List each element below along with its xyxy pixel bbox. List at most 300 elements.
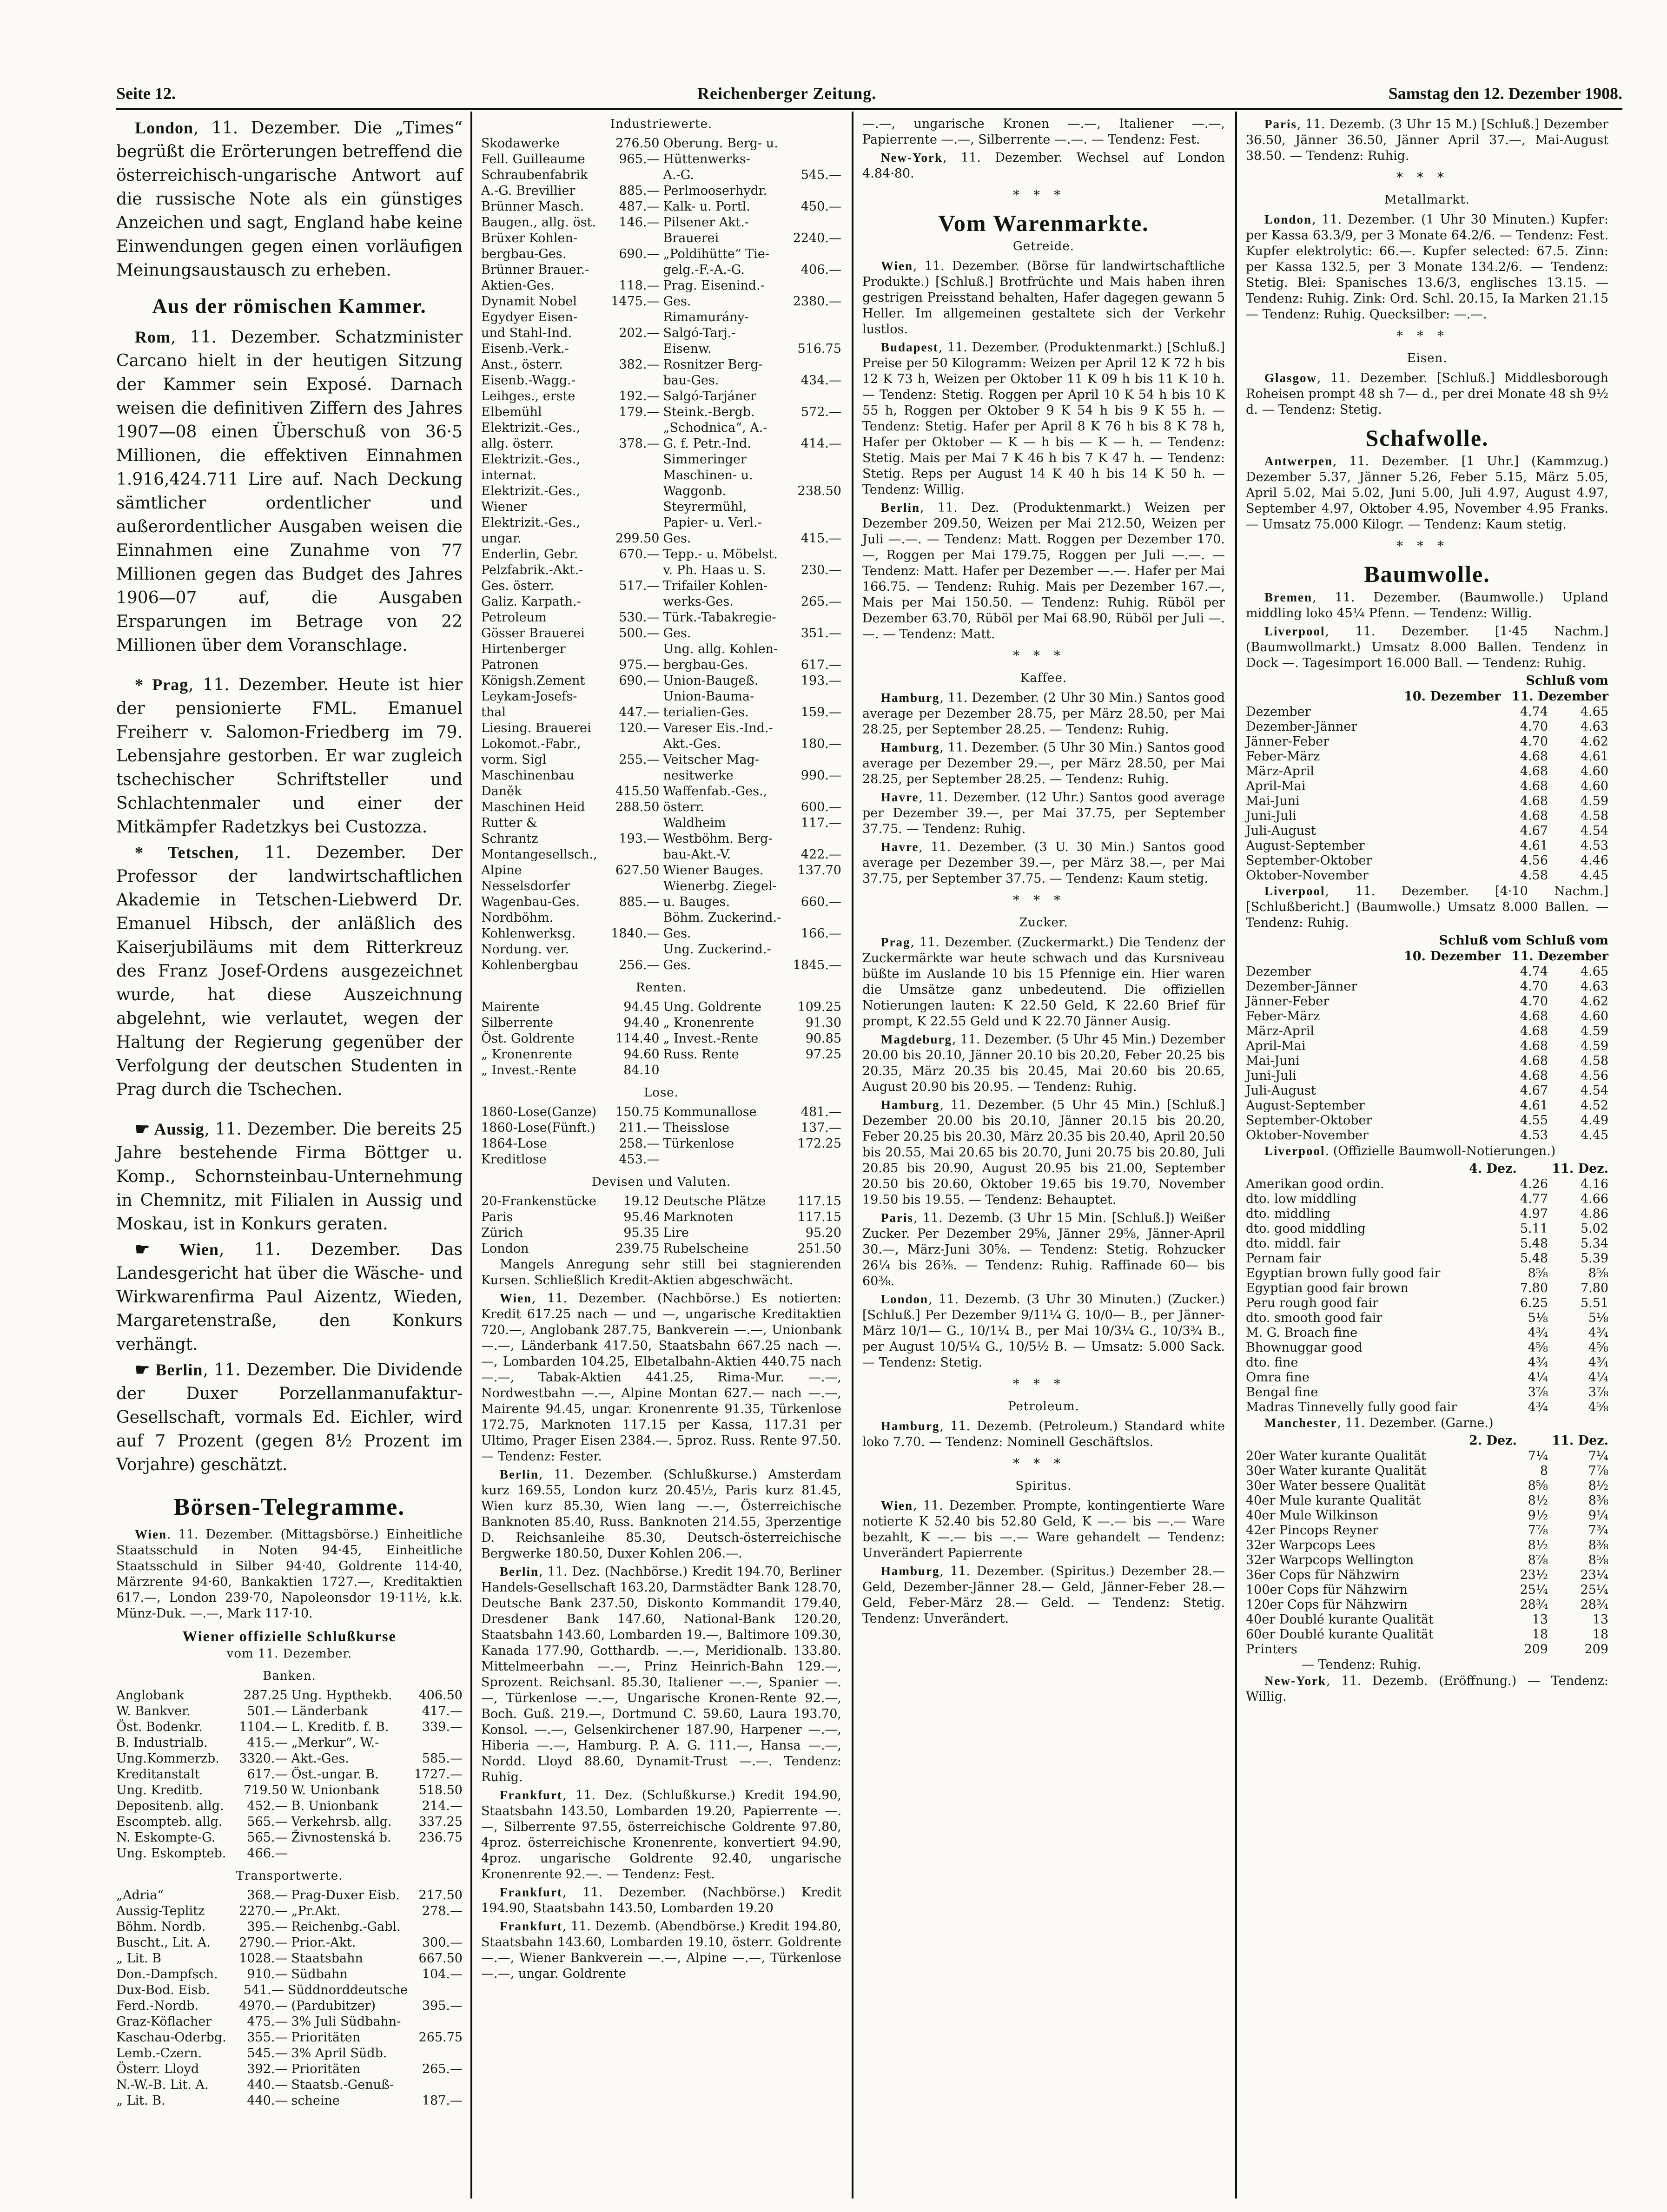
quote-value: 910.— — [247, 1967, 288, 1981]
quote-value: 4.54 — [1580, 824, 1608, 838]
quote-value: 4.68 — [1520, 809, 1548, 823]
quote-name: Veitscher Mag- — [663, 753, 759, 767]
quote-value: 4.53 — [1580, 839, 1608, 853]
quote-value: 278.— — [422, 1904, 463, 1918]
quote-name: Don.-Dampfsch. — [116, 1967, 218, 1981]
quote-value: 4.26 — [1520, 1177, 1548, 1191]
quote-name — [291, 1846, 408, 1862]
quote-value: 415.— — [800, 531, 841, 546]
quote-value: 487.— — [619, 199, 660, 214]
quote-value: 180.— — [800, 737, 841, 751]
quote-value: 230.— — [800, 563, 841, 577]
quote-value: 179.— — [619, 405, 660, 419]
quote-name: Ung. Goldrente — [663, 1000, 761, 1014]
quote-value: 4.61 — [1580, 749, 1608, 764]
divider-stars: *** — [1013, 187, 1074, 203]
quote-value: 965.— — [619, 152, 660, 166]
quote-row — [481, 1241, 841, 1257]
quote-value — [790, 831, 841, 847]
quote-value — [790, 278, 841, 294]
article-frankfurt-schlusskurse: Frankfurt, 11. Dez. (Schlußkurse.) Kredit 194.90, Staatsbahn 143.50, Lombarden 19.20, Papierrente —.—, Silberrente 97.55, österreichische Goldrente 97.80, 4proz. österreichische Kronenrente, konvertiert 94.90, 4proz. ungarische Goldrente 92.40, ungarische Kronenrente 92.—. — Tendenz: Fest. — [481, 1788, 841, 1882]
quote-name: vorm. Sigl — [481, 753, 547, 767]
quote-value: 475.— — [247, 2014, 288, 2029]
quote-name: Union-Baugeß. — [663, 674, 759, 688]
quote-value — [609, 167, 660, 183]
quote-name: Fell. Guilleaume — [481, 152, 585, 166]
article-berlin-schlusskurse: Berlin, 11. Dezember. (Schlußkurse.) Amsterdam kurz 169.55, London kurz 20.45½, Paris kurz 81.45, Wien kurz 85.30, Wien lang —.—, Österreichische Banknoten 85.40, Russ. Banknoten 214.55, 3perzentige D. Reichsanleihe 85.30, Deutsch-österreichische Bergwerke 180.50, Duxer Kohlen 206.—. — [481, 1467, 841, 1561]
quote-name: Prag. Eisenind.- — [663, 278, 765, 293]
quote-value: 8⅝ — [1528, 1266, 1548, 1281]
quote-name: Maschinenbau — [481, 768, 575, 783]
quote-value: 530.— — [619, 610, 660, 625]
quote-name: Enderlin, Gebr. — [481, 547, 578, 561]
quote-value: 4.60 — [1580, 764, 1608, 779]
quote-name: Simmeringer — [663, 452, 747, 467]
quote-name: Marknoten — [663, 1210, 734, 1224]
quote-value: 3⅞ — [1528, 1385, 1548, 1400]
quote-value: 255.— — [619, 753, 660, 767]
quote-name: Brüxer Kohlen- — [481, 231, 578, 245]
quote-row — [1246, 794, 1608, 809]
quote-value: 4.77 — [1520, 1192, 1548, 1206]
quote-value: 2270.— — [239, 1904, 288, 1918]
quote-value: 7¾ — [1588, 1523, 1608, 1538]
quote-name: 30er Water bessere Qualität — [1246, 1479, 1426, 1493]
quote-name: Ung. Kreditb. — [116, 1783, 203, 1797]
quote-name: Rosnitzer Berg- — [663, 357, 763, 372]
quote-row — [1246, 1236, 1608, 1251]
quote-name: Juli-August — [1246, 1083, 1316, 1098]
quote-row — [1246, 1583, 1608, 1598]
schluss-vom-label: Schluß vom — [1526, 674, 1608, 688]
quote-row — [1246, 868, 1608, 883]
quote-value: 192.— — [619, 389, 660, 403]
quote-value: 4.53 — [1520, 1128, 1548, 1142]
quote-name: Printers — [1246, 1642, 1297, 1657]
quote-value: 18 — [1592, 1627, 1608, 1642]
quote-value: 481.— — [800, 1105, 841, 1119]
quote-value — [609, 373, 660, 389]
quote-value: 466.— — [247, 1846, 288, 1861]
quote-value: 4.45 — [1580, 1128, 1608, 1142]
quote-row — [481, 499, 841, 515]
quote-value: 572.— — [800, 405, 841, 419]
quote-value: 4¾ — [1528, 1326, 1548, 1340]
quote-name: 60er Doublé kurante Qualität — [1246, 1627, 1434, 1642]
heading-boersen-telegramme: Börsen-Telegramme. — [173, 1494, 405, 1520]
quote-value: 1845.— — [793, 958, 841, 972]
quote-value: 617.— — [247, 1767, 288, 1782]
quote-value: 4¼ — [1588, 1370, 1608, 1385]
quote-name: Brünner Brauer.- — [481, 263, 589, 277]
quote-value: 4.58 — [1520, 868, 1548, 883]
quote-value: 690.— — [619, 247, 660, 261]
quote-row — [1246, 1340, 1608, 1355]
quote-value: 690.— — [619, 674, 660, 688]
quote-name: „Merkur“, W.- — [291, 1736, 379, 1750]
quote-name: „Schodnica“, A.- — [663, 421, 767, 435]
quote-name: Brauerei — [663, 231, 719, 245]
quote-row — [1246, 1612, 1608, 1627]
baumwolle-table-3 — [1246, 1177, 1608, 1415]
quote-name: Juli-August — [1246, 824, 1316, 838]
quote-value: 23½ — [1520, 1568, 1548, 1582]
quote-row — [116, 1982, 463, 1998]
quote-name: Liesing. Brauerei — [481, 721, 591, 735]
quote-name: Jänner-Feber — [1246, 734, 1330, 749]
quote-name: Union-Bauma- — [663, 689, 754, 704]
quote-name: 40er Mule Wilkinson — [1246, 1508, 1378, 1523]
quote-row — [481, 341, 841, 357]
quote-name: Theisslose — [663, 1121, 729, 1135]
manchester-tendenz: — Tendenz: Ruhig. — [1302, 1657, 1422, 1672]
article-frankfurt-abendboerse: Frankfurt, 11. Dezemb. (Abendbörse.) Kredit 194.80, Staatsbahn 143.60, Lombarden 19.10, österr. Goldrente —.—, Wiener Bankverein —.—, Alpine —.—, Türkenlose —.—, ungar. Goldrente — [481, 1919, 841, 1981]
quote-row — [481, 1136, 841, 1152]
quote-value: 251.50 — [797, 1241, 841, 1256]
heading-offizielle-schlusskurse: Wiener offizielle Schlußkurse — [182, 1628, 397, 1644]
quote-name: österr. — [663, 800, 704, 814]
quote-row — [481, 1152, 841, 1168]
quote-row — [481, 231, 841, 246]
quote-value: 600.— — [800, 800, 841, 814]
quote-value: 4.68 — [1520, 1054, 1548, 1068]
quote-value: 975.— — [619, 658, 660, 672]
quote-name: Dynamit Nobel — [481, 294, 577, 309]
quote-row — [481, 310, 841, 325]
quote-row — [481, 894, 841, 910]
quote-name: 40er Doublé kurante Qualität — [1246, 1612, 1434, 1627]
quote-value: 447.— — [619, 705, 660, 720]
quote-value — [790, 215, 841, 231]
quote-row — [481, 594, 841, 610]
quote-row — [116, 1951, 463, 1967]
quote-row — [481, 878, 841, 894]
quote-row — [116, 1967, 463, 1982]
quote-value: 4¾ — [1528, 1400, 1548, 1414]
quote-row — [1246, 720, 1608, 734]
quote-name: Ung. allg. Kohlen- — [663, 642, 778, 656]
quote-name: Westböhm. Berg- — [663, 832, 773, 846]
quote-name: Lemb.-Czern. — [116, 2046, 202, 2060]
quote-row — [481, 736, 841, 752]
quote-name: L. Kreditb. f. B. — [291, 1720, 389, 1734]
quote-name: dto. smooth good fair — [1246, 1311, 1383, 1325]
quote-row — [1246, 1069, 1608, 1083]
quote-name: 3% April Südb. — [291, 2046, 387, 2060]
quote-row — [116, 1719, 463, 1735]
quote-value: 440.— — [247, 2093, 288, 2108]
quote-name: gelg.-F.-A.-G. — [663, 263, 745, 277]
quote-value: 1104.— — [239, 1720, 288, 1734]
quote-name: Rubelscheine — [663, 1241, 749, 1256]
article-london-metall: London, 11. Dezember. (1 Uhr 30 Minuten.) Kupfer: per Kassa 63.3/9, per 3 Monate 64.2/6. — Tendenz: Fest. Kupfer elektrolytic: 66.—. Kupfer selected: 67.5. Zinn: per Kassa 132.5, per 3 Monate 134.2/6. — Tendenz: Stetig. Blei: Spanisches 13.6/3, englisches 13.15. — Tendenz: Ruhig. Zink: Ord. Schl. 20.15, Ia Marken 21.15 — Tendenz: Ruhig. Quecksilber: —.—. — [1246, 212, 1608, 322]
quote-name: Anst., österr. — [481, 357, 563, 372]
quote-name: Amerikan good ordin. — [1246, 1177, 1384, 1191]
column-rule-1 — [470, 112, 472, 2199]
quote-value: 146.— — [619, 215, 660, 230]
quote-value: 117.— — [800, 816, 841, 830]
quote-value: 585.— — [422, 1751, 463, 1766]
quote-value: 4.58 — [1580, 809, 1608, 823]
quote-name: A.-G. Brevillier — [481, 184, 576, 198]
divider-stars: *** — [1013, 1456, 1074, 1471]
quote-name: Baugen., allg. öst. — [481, 215, 596, 230]
article-havre-2: Havre, 11. Dezember. (3 U. 30 Min.) Santos good average per Dezember 39.—, per März 38.—, per Mai 37.75, per September 37.75. — Tendenz: Kaum stetig. — [862, 840, 1225, 886]
quote-value: 4⅝ — [1588, 1340, 1608, 1355]
quote-name: Ges. — [663, 531, 691, 546]
table1-column-headers: 10. Dezember 11. Dezember — [1404, 689, 1608, 704]
quote-value: 300.— — [422, 1935, 463, 1950]
quote-name: Staatsb.-Genuß- — [291, 2078, 394, 2092]
quote-name: Depositenb. allg. — [116, 1799, 224, 1813]
quote-name: Salgó-Tarjáner — [663, 389, 757, 403]
quote-name: Ges. — [663, 626, 691, 640]
heading-schafwolle: Schafwolle. — [1365, 425, 1489, 451]
quote-name: Ges. — [663, 926, 691, 941]
quote-name: dto. low middling — [1246, 1192, 1357, 1206]
quote-value: 545.— — [800, 168, 841, 182]
article-frankfurt-nachboerse: Frankfurt, 11. Dezember. (Nachbörse.) Kredit 194.90, Staatsbahn 143.50, Lombarden 19.20 — [481, 1885, 841, 1915]
divider-stars: *** — [1013, 892, 1074, 908]
quote-name: März-April — [1246, 764, 1314, 779]
quote-value: 414.— — [800, 436, 841, 451]
quote-row — [116, 1919, 463, 1935]
quote-name: Elbemühl — [481, 405, 542, 419]
quote-value: 382.— — [619, 357, 660, 372]
quote-name: 32er Warpcops Wellington — [1246, 1553, 1414, 1567]
quote-row — [1246, 1177, 1608, 1192]
article-prag: * Prag, 11. Dezember. Heute ist hier der pensionierte FML. Emanuel Freiherr v. Salomon-Friedberg im 79. Lebensjahre gestorben. Er war zugleich tschechischer Schriftsteller und Schlachtenmaler und einer der Mitkämpfer Radetzkys bei Custozza. — [116, 675, 463, 837]
quote-name: Akt.-Ges. — [663, 737, 721, 751]
quote-name: „Poldihütte“ Tie- — [663, 247, 769, 261]
quote-row — [481, 515, 841, 531]
quote-row — [1246, 1024, 1608, 1039]
quote-name: Leykam-Josefs- — [481, 689, 577, 704]
quote-value: 4.63 — [1580, 720, 1608, 734]
quote-row — [1246, 994, 1608, 1009]
quote-value: 565.— — [247, 1830, 288, 1845]
quote-name: Rutter & — [481, 816, 537, 830]
quote-name: Oktober-November — [1246, 1128, 1369, 1142]
quote-value: 5⅛ — [1588, 1311, 1608, 1325]
quote-row — [1246, 1009, 1608, 1024]
quote-value: 4.74 — [1520, 705, 1548, 719]
quote-value: 276.50 — [615, 136, 660, 151]
quote-value: 660.— — [800, 895, 841, 909]
quote-value — [790, 784, 841, 799]
article-wien-nachboerse: Wien, 11. Dezember. (Nachbörse.) Es notierten: Kredit 617.25 nach — und —, ungarische Kreditaktien 720.—, Anglobank 287.75, Bankverein —.—, Unionbank —.—, Länderbank 417.50, Staatsbahn 667.25 nach —.—, Lombarden 104.25, Elbetalbahn-Aktien 440.75 nach —.—, Tabak-Aktien 441.25, Rima-Mur. —.—, Nordwestbahn —.—, Alpine Montan 627.— nach —.—, Mairente 94.45, ungar. Kronenrente 91.35, Türkenlose 172.75, Marknoten 117.15 per Kassa, 117.31 per Ultimo, Prager Eisen 2384.—. 5proz. Russ. Rente 97.50. — Tendenz: Fester. — [481, 1291, 841, 1464]
quote-row — [116, 2030, 463, 2046]
quote-value — [411, 1919, 463, 1935]
quote-value: 19.12 — [623, 1194, 660, 1208]
quote-row — [1246, 1039, 1608, 1054]
quote-name: G. f. Petr.-Ind. — [663, 436, 751, 451]
label-industriewerte: Industriewerte. — [610, 117, 713, 131]
quote-name: „ Lit. B — [116, 1951, 161, 1966]
quote-value: 4.97 — [1520, 1207, 1548, 1221]
quote-name: N. Eskompte-G. — [116, 1830, 216, 1845]
quote-name: Buscht., Lit. A. — [116, 1935, 211, 1950]
quote-value: 565.— — [247, 1815, 288, 1829]
quote-name: Prag-Duxer Eisb. — [291, 1888, 400, 1902]
quote-value: 4.56 — [1580, 1069, 1608, 1083]
quote-value: 4⅝ — [1588, 1400, 1608, 1414]
article-havre-1: Havre, 11. Dezember. (12 Uhr.) Santos good average per Dezember 39.—, per Mai 37.75, per September 37.75. — Tendenz: Ruhig. — [862, 790, 1225, 836]
quote-value: 4.61 — [1520, 839, 1548, 853]
quote-name: Ung.Kommerzb. — [116, 1751, 219, 1766]
quote-value: 501.— — [247, 1704, 288, 1718]
quote-name: W. Bankver. — [116, 1704, 191, 1718]
quote-row — [481, 152, 841, 167]
quote-name: Ges. — [663, 958, 691, 972]
quote-name: Hüttenwerks- — [663, 152, 750, 166]
article-wien-spiritus: Wien, 11. Dezember. Prompte, kontingentierte Ware notierte K 52.40 bis 52.80 Geld, K —.— bis —.— Ware bezahlt, K —.— bis —.— Ware gehandelt — Tendenz: Unverändert Papierrente — [862, 1499, 1225, 1560]
quote-value: 8½ — [1528, 1538, 1548, 1552]
quote-value: 13 — [1592, 1612, 1608, 1627]
quote-value: 209 — [1584, 1642, 1608, 1657]
quote-value: 104.— — [422, 1967, 463, 1981]
quote-row — [481, 404, 841, 420]
quote-value: 4.54 — [1580, 1083, 1608, 1098]
quote-row — [481, 784, 841, 799]
quote-name: 32er Warpcops Lees — [1246, 1538, 1376, 1552]
quote-value: 453.— — [619, 1152, 660, 1167]
quote-value — [790, 1152, 841, 1168]
quote-value: 8⅜ — [1588, 1493, 1608, 1508]
quote-value: 337.25 — [418, 1815, 463, 1829]
quote-name: und Stahl-Ind. — [481, 326, 572, 340]
quote-value: 627.50 — [615, 863, 660, 878]
quote-name: ungar. — [481, 531, 522, 546]
quote-row — [481, 689, 841, 705]
quote-name: Aktien-Ges. — [481, 278, 555, 293]
column-rule-2 — [852, 112, 853, 2199]
quote-row — [116, 1783, 463, 1798]
quote-value: 4.45 — [1580, 868, 1608, 883]
quote-row — [481, 847, 841, 863]
quote-row — [481, 831, 841, 847]
quote-row — [1246, 1326, 1608, 1340]
quote-name: Öst. Bodenkr. — [116, 1720, 203, 1734]
article-wien-getreide: Wien, 11. Dezember. (Börse für landwirtschaftliche Produkte.) [Schluß.] Brotfrüchte und Mais haben ihren gestrigen Preisstand behalten, Hafer dagegen gewann 5 Heller. Im allgemeinen gestaltete sich der Verkehr lustlos. — [862, 259, 1225, 337]
quote-value — [790, 689, 841, 705]
quote-name: dto. middling — [1246, 1207, 1330, 1221]
quote-row — [481, 1104, 841, 1120]
quote-value — [790, 910, 841, 926]
quote-value: 7¼ — [1528, 1449, 1548, 1463]
quote-value: 4.56 — [1520, 853, 1548, 868]
quote-value: 339.— — [422, 1720, 463, 1734]
quote-name: nesitwerke — [663, 768, 734, 783]
quote-name: Wiener — [481, 500, 527, 514]
label-eisen: Eisen. — [1407, 351, 1448, 365]
quote-value: 217.50 — [418, 1888, 463, 1902]
quote-row — [481, 720, 841, 736]
quote-value: 452.— — [247, 1799, 288, 1813]
quote-value — [609, 641, 660, 657]
quote-name: Dux-Bod. Eisb. — [116, 1983, 210, 1997]
quote-name: scheine — [291, 2093, 340, 2108]
quote-name: Tepp.- u. Möbelst. — [663, 547, 778, 561]
quote-row — [481, 389, 841, 404]
quote-name: „ Kronenrente — [663, 1016, 754, 1030]
quote-value: 406.— — [800, 263, 841, 277]
quote-name: Escompteb. allg. — [116, 1815, 223, 1829]
quote-name: Petroleum — [481, 610, 547, 625]
continued-text: —.—, ungarische Kronen —.—, Italiener —.—, Papierrente —.—, Silberrente —.—. — Tendenz: Fest. — [862, 117, 1225, 147]
quote-name: Maschinen- u. — [663, 468, 753, 482]
quote-name: Feber-März — [1246, 749, 1320, 764]
quote-name: Egyptian brown fully good fair — [1246, 1266, 1441, 1281]
quote-name: Süddnorddeutsche — [287, 1983, 408, 1997]
quote-value: 516.75 — [797, 342, 841, 356]
quote-row — [481, 1015, 841, 1031]
article-paris: Paris, 11. Dezemb. (3 Uhr 15 M.) [Schluß.] Dezember 36.50, Jänner 36.50, Jänner April 37.—, Mai-August 38.50. — Tendenz: Ruhig. — [1246, 117, 1608, 163]
quote-value: 211.— — [619, 1121, 660, 1135]
quote-name: Eisenb.-Wagg.- — [481, 373, 576, 388]
quote-row — [116, 2014, 463, 2030]
label-devisen: Devisen und Valuten. — [591, 1175, 731, 1189]
quote-value: 150.75 — [615, 1105, 660, 1119]
quote-row — [481, 641, 841, 657]
quote-name: Ferd.-Nordb. — [116, 1999, 199, 2013]
quote-name: Steink.-Bergb. — [663, 405, 755, 419]
quote-value: 97.25 — [805, 1047, 841, 1062]
quote-name: Prior.-Akt. — [291, 1935, 356, 1950]
quote-name: Kohlenwerksg. — [481, 926, 576, 941]
label-banken: Banken. — [263, 1669, 316, 1683]
quote-row — [1246, 1385, 1608, 1400]
quote-name: Eisenw. — [663, 342, 712, 356]
quote-row — [1246, 1479, 1608, 1493]
quote-value — [411, 2077, 463, 2093]
article-london-zucker: London, 11. Dezemb. (3 Uhr 30 Minuten.) (Zucker.) [Schluß.] Per Dezember 9/11¼ G. 10/0— B., per Jänner-März 10/1— G., 10/1¼ B., per Mai 10/3¼ G., 10/3¾ B., per August 10/5¼ G., 10/5½ B. — Umsatz: 5.000 Sack. — Tendenz: Stetig. — [862, 1292, 1225, 1370]
quote-value — [609, 483, 660, 499]
quote-name: Juni-Juli — [1246, 809, 1297, 823]
quote-value — [790, 720, 841, 736]
quote-value: 9¼ — [1588, 1508, 1608, 1523]
column-4 — [1246, 116, 1608, 1707]
baumwolle-table-2 — [1246, 964, 1608, 1143]
quote-value: 5.48 — [1520, 1236, 1548, 1251]
quote-value: 719.50 — [244, 1783, 288, 1797]
article-magdeburg: Magdeburg, 11. Dezember. (5 Uhr 45 Min.) Dezember 20.00 bis 20.10, Jänner 20.10 bis 20.20, Feber 20.25 bis 20.35, März 20.35 bis 20.45, Mai 20.60 bis 20.65, August 20.90 bis 20.95. — Tendenz: Ruhig. — [862, 1032, 1225, 1094]
quote-row — [481, 910, 841, 926]
baumwolle-table-1 — [1246, 705, 1608, 883]
quote-name: Wienerbg. Ziegel- — [663, 879, 777, 893]
quote-value — [609, 262, 660, 278]
quote-value: 117.15 — [797, 1210, 841, 1224]
quote-value: 159.— — [800, 705, 841, 720]
quote-name: Nordböhm. — [481, 911, 554, 925]
quote-value: 1475.— — [611, 294, 660, 309]
article-hamburg-zucker: Hamburg, 11. Dezember. (5 Uhr 45 Min.) [Schluß.] Dezember 20.00 bis 20.10, Jänner 20.15 bis 20.20, Feber 20.25 bis 20.30, März 20.35 bis 20.40, April 20.50 bis 20.55, Mai 20.65 bis 20.70, Juni 20.75 bis 20.80, Juli 20.85 bis 20.90, August 20.95 bis 21.00, September 20.50 bis 20.60, Oktober 19.65 bis 19.70, November 19.50 bis 19.55. — Tendenz: Behauptet. — [862, 1098, 1225, 1207]
quote-value: 1727.— — [414, 1767, 463, 1782]
quote-row — [481, 183, 841, 199]
quote-name: Rimamurány- — [663, 310, 749, 324]
quote-value: 541.— — [243, 1983, 284, 1997]
quote-value — [609, 420, 660, 436]
quote-name: April-Mai — [1246, 779, 1306, 793]
label-metallmarkt: Metallmarkt. — [1384, 193, 1470, 207]
quote-name: 20-Frankenstücke — [481, 1194, 596, 1208]
quote-row — [481, 768, 841, 784]
quote-name: Hirtenberger — [481, 642, 566, 656]
quote-value: 7⅞ — [1528, 1523, 1548, 1538]
quote-row — [1246, 1464, 1608, 1479]
quote-value — [790, 389, 841, 404]
quote-name: B. Unionbank — [291, 1799, 378, 1813]
